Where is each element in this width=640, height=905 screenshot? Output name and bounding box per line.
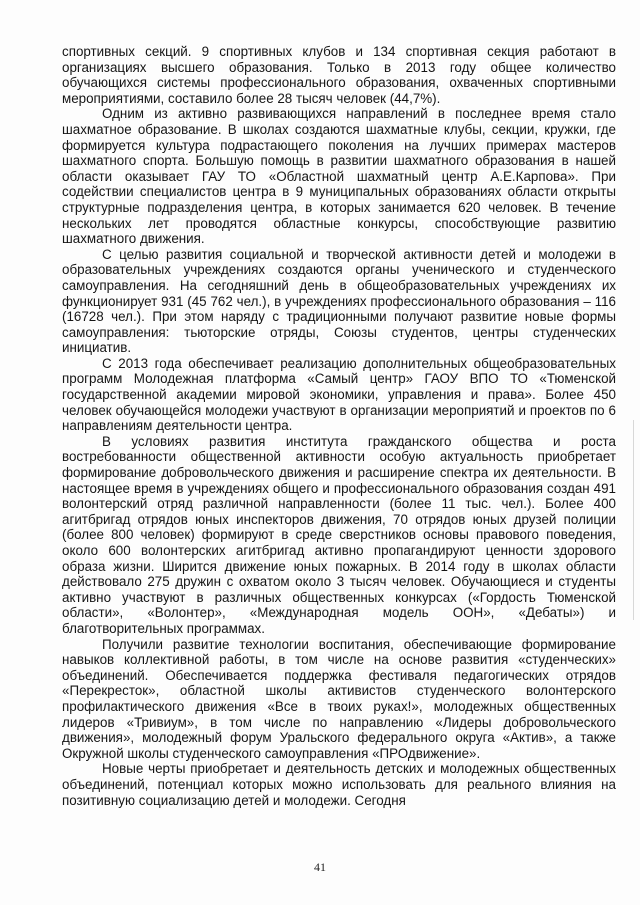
paragraph-1: спортивных секций. 9 спортивных клубов и 134 спортивная секция работают в организациях высшего образования. Только в 2013 году общее количество обучающихся системы профессионального образования, охваченных спортивными мероприятиями, составило более 28 тысяч человек (44,7%). bbox=[62, 44, 616, 106]
body-text bbox=[62, 44, 616, 808]
paragraph-2: Одним из активно развивающихся направлений в последнее время стало шахматное образование. В школах создаются шахматные клубы, секции, кружки, где формируется культура подрастающего поколения на лучших примерах мастеров шахматного спорта. Большую помощь в развитии шахматного образования в нашей области оказывает ГАУ ТО «Областной шахматный центр А.Е.Карпова». При содействии специалистов центра в 9 муниципальных образованиях области открыты структурные подразделения центра, в которых занимается 620 человек. В течение нескольких лет проводятся областные конкурсы, способствующие развитию шахматного движения. bbox=[62, 106, 616, 247]
paragraph-5: В условиях развития института гражданского общества и роста востребованности общественной активности особую актуальность приобретает формирование добровольческого движения и расширение спектра их деятельности. В настоящее время в учреждениях общего и профессионального образования создан 491 волонтерский отряд различной направленности (более 11 тыс. чел.). Более 400 агитбригад отрядов юных инспекторов движения, 70 отрядов юных друзей полиции (более 800 человек) формируют в среде сверстников основы правового поведения, около 600 волонтерских агитбригад активно пропагандируют ценности здорового образа жизни. Ширится движение юных пожарных. В 2014 году в школах области действовало 275 дружин с охватом около 3 тысяч человек. Обучающиеся и студенты активно участвуют в различных общественных конкурсах («Гордость Тюменской области», «Волонтер», «Международная модель ООН», «Дебаты») и благотворительных программах. bbox=[62, 433, 616, 636]
paragraph-6: Получили развитие технологии воспитания, обеспечивающие формирование навыков коллективной работы, в том числе на основе развития «студенческих» объединений. Обеспечивается поддержка фестиваля педагогических отрядов «Перекресток», областной школы активистов студенческого волонтерского профилактического движения «Все в твоих руках!», молодежных общественных лидеров «Тривиум», в том числе по направлению «Лидеры добровольческого движения», молодежный форум Уральского федерального округа «Актив», а также Окружной школы студенческого самоуправления «ПРОдвижение». bbox=[62, 636, 616, 761]
paragraph-3: С целью развития социальной и творческой активности детей и молодежи в образовательных учреждениях создаются органы ученического и студенческого самоуправления. На сегодняшний день в общеобразовательных учреждениях их функционирует 931 (45 762 чел.), в учреждениях профессионального образования – 116 (16728 чел.). При этом наряду с традиционными получают развитие новые формы самоуправления: тьюторские отряды, Союзы студентов, центры студенческих инициатив. bbox=[62, 246, 616, 356]
page-number: 41 bbox=[314, 860, 326, 874]
scan-edge-line bbox=[633, 420, 634, 620]
paragraph-4: С 2013 года обеспечивает реализацию дополнительных общеобразовательных программ Молодежная платформа «Самый центр» ГАОУ ВПО ТО «Тюменской государственной академии мировой экономики, управления и права». Более 450 человек обучающейся молодежи участвуют в организации мероприятий и проектов по 6 направлениям деятельности центра. bbox=[62, 355, 616, 434]
paragraph-7: Новые черты приобретает и деятельность детских и молодежных общественных объединений, потенциал которых можно использовать для реального влияния на позитивную социализацию детей и молодежи. Сегодня bbox=[62, 761, 616, 808]
